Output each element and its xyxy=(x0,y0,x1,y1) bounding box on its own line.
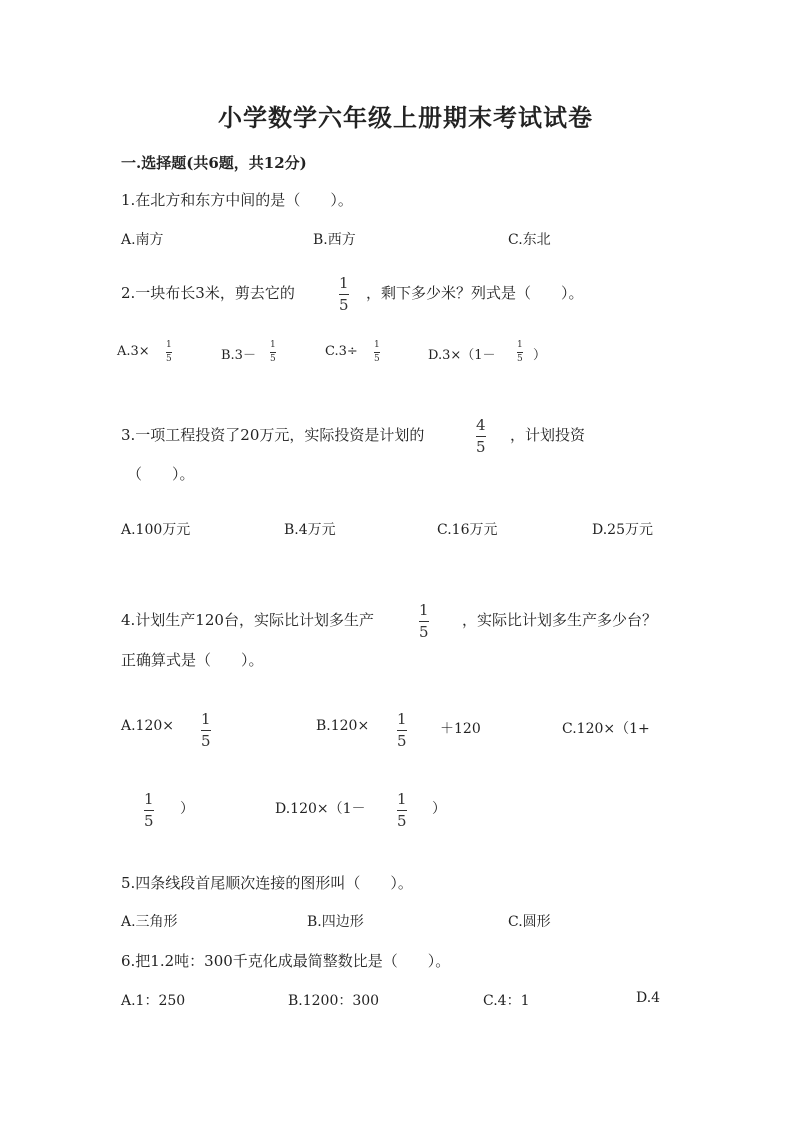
fraction-one-fifth xyxy=(339,276,349,313)
question-3-option-a[interactable]: A.100万元 xyxy=(121,522,191,538)
question-3-line-2: （ ）。 xyxy=(127,465,195,483)
question-1-option-a[interactable]: A.南方 xyxy=(121,232,164,248)
section-title: 一.选择题(共6题，共12分) xyxy=(121,154,307,172)
fraction-one-fifth xyxy=(270,341,276,364)
fraction-denominator: 5 xyxy=(397,732,407,750)
question-2-option-d-close: ） xyxy=(533,348,547,363)
fraction-numerator: 1 xyxy=(201,710,211,728)
question-6-text: 6.把1.2吨：300千克化成最简整数比是（ ）。 xyxy=(121,952,451,970)
question-6-option-d[interactable]: D.4 xyxy=(636,990,661,1006)
fraction-one-fifth xyxy=(201,712,211,749)
fraction-denominator: 5 xyxy=(374,354,380,364)
fraction-one-fifth xyxy=(144,792,154,829)
question-3-option-d[interactable]: D.25万元 xyxy=(592,522,653,538)
question-4-text-before: 4.计划生产120台，实际比计划多生产 xyxy=(121,611,374,629)
question-5-option-c[interactable]: C.圆形 xyxy=(508,914,551,930)
question-6-option-a[interactable]: A.1：250 xyxy=(121,993,186,1009)
fraction-one-fifth xyxy=(374,341,380,364)
question-1-option-c[interactable]: C.东北 xyxy=(508,232,551,248)
question-2-option-a[interactable]: A.3× xyxy=(117,344,150,359)
question-3-option-b[interactable]: B.4万元 xyxy=(284,522,336,538)
fraction-numerator: 1 xyxy=(419,601,429,619)
fraction-denominator: 5 xyxy=(339,296,349,314)
fraction-numerator: 1 xyxy=(339,274,349,292)
fraction-one-fifth xyxy=(517,341,523,364)
fraction-denominator: 5 xyxy=(476,438,486,456)
page-title: 小学数学六年级上册期末考试试卷 xyxy=(218,103,593,132)
question-1-text: 1.在北方和东方中间的是（ ）。 xyxy=(121,191,353,209)
fraction-denominator: 5 xyxy=(270,354,276,364)
fraction-denominator: 5 xyxy=(166,354,172,364)
question-1-option-b[interactable]: B.西方 xyxy=(313,232,356,248)
question-5-option-b[interactable]: B.四边形 xyxy=(307,914,364,930)
question-4-text-after: ，实际比计划多生产多少台？ xyxy=(462,611,658,629)
question-2-text-before: 2.一块布长3米，剪去它的 xyxy=(121,284,295,302)
fraction-denominator: 5 xyxy=(144,812,154,830)
question-5-option-a[interactable]: A.三角形 xyxy=(121,914,178,930)
fraction-numerator: 1 xyxy=(397,790,407,808)
fraction-one-fifth xyxy=(397,712,407,749)
question-5-text: 5.四条线段首尾顺次连接的图形叫（ ）。 xyxy=(121,874,413,892)
fraction-numerator: 4 xyxy=(476,416,486,434)
fraction-one-fifth xyxy=(419,603,429,640)
fraction-numerator: 1 xyxy=(270,340,276,350)
question-3-option-c[interactable]: C.16万元 xyxy=(437,522,498,538)
question-2-text-after: ，剩下多少米？列式是（ ）。 xyxy=(366,284,584,302)
question-4-line-2: 正确算式是（ ）。 xyxy=(121,651,264,669)
fraction-numerator: 1 xyxy=(517,340,523,350)
fraction-denominator: 5 xyxy=(517,354,523,364)
fraction-numerator: 1 xyxy=(144,790,154,808)
fraction-numerator: 1 xyxy=(397,710,407,728)
fraction-denominator: 5 xyxy=(419,623,429,641)
fraction-denominator: 5 xyxy=(397,812,407,830)
question-4-option-d-close: ） xyxy=(432,801,446,817)
question-2-option-d[interactable]: D.3×（1－ xyxy=(428,348,496,363)
question-2-option-b[interactable]: B.3－ xyxy=(221,348,256,363)
question-4-option-c[interactable]: C.120×（1+ xyxy=(562,721,650,737)
question-6-option-b[interactable]: B.1200：300 xyxy=(288,993,380,1009)
fraction-one-fifth xyxy=(166,341,172,364)
question-4-option-a[interactable]: A.120× xyxy=(121,718,175,734)
question-4-option-b[interactable]: B.120× xyxy=(316,718,370,734)
question-2-option-c[interactable]: C.3÷ xyxy=(325,344,358,359)
fraction-numerator: 1 xyxy=(374,340,380,350)
fraction-numerator: 1 xyxy=(166,340,172,350)
question-4-option-d[interactable]: D.120×（1－ xyxy=(275,801,366,817)
fraction-denominator: 5 xyxy=(201,732,211,750)
question-4-option-c-close: ） xyxy=(180,801,194,817)
question-4-option-b-after: ＋120 xyxy=(440,721,481,737)
question-3-text-before: 3.一项工程投资了20万元，实际投资是计划的 xyxy=(121,426,425,444)
fraction-four-fifths xyxy=(476,418,486,455)
question-6-option-c[interactable]: C.4：1 xyxy=(483,993,530,1009)
question-3-text-after: ，计划投资 xyxy=(510,426,586,444)
fraction-one-fifth xyxy=(397,792,407,829)
